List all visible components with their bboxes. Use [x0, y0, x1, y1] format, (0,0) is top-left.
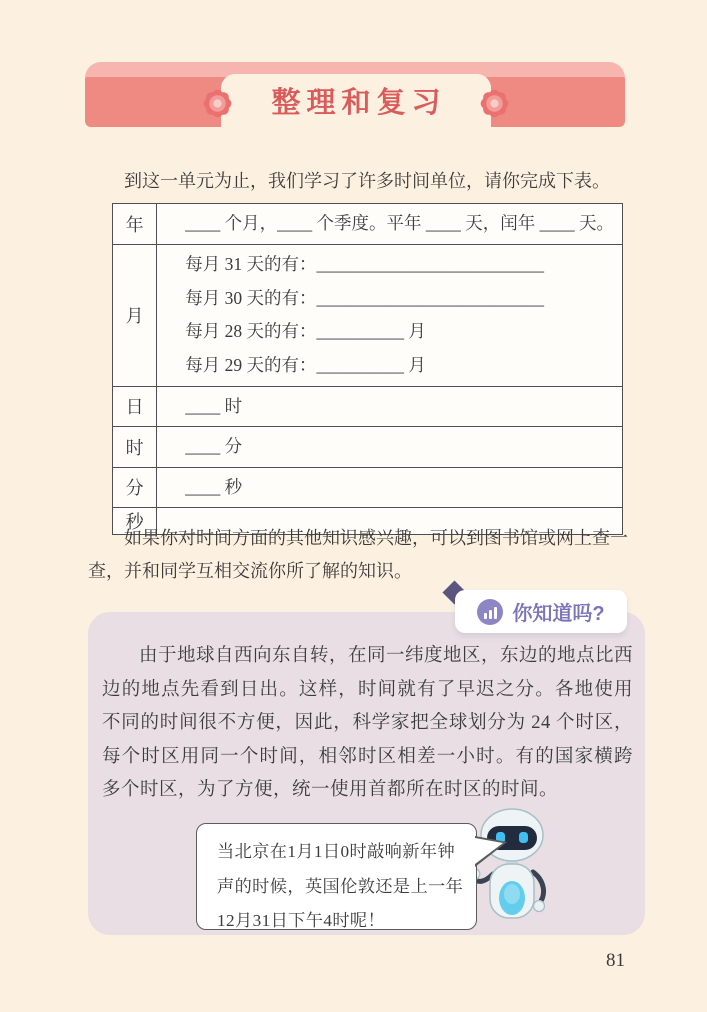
speech-bubble-text: 当北京在1月1日0时敲响新年钟声的时候，英国伦敦还是上一年12月31日下午4时呢！ [217, 842, 464, 930]
banner-title-plate [221, 74, 491, 127]
unit-label: 分 [113, 467, 157, 508]
unit-label: 日 [113, 386, 157, 427]
did-you-know-label: 你知道吗? [512, 603, 605, 625]
unit-label: 月 [113, 244, 157, 386]
unit-label: 年 [113, 204, 157, 245]
unit-content [157, 386, 623, 427]
table-row [113, 244, 623, 386]
flower-ornament-icon [476, 85, 513, 122]
fill-in-line: 每月 28 天的有：__________ 月 [185, 321, 426, 341]
chapter-banner [85, 62, 625, 127]
flower-ornament-icon [199, 85, 236, 122]
did-you-know-text: 由于地球自西向东自转，在同一纬度地区，东边的地点比西边的地点先看到日出。这样，时间就有了早迟之分。各地使用不同的时间很不方便，因此，科学家把全球划分为 24 个时区，每个时区用同一个时间，相邻时区相差一小时。有的国家横跨多个时区，为了方便，统一使用首都所在时区的时间。 [102, 646, 634, 800]
robot-speech-bubble [196, 823, 477, 930]
table-row [113, 467, 623, 508]
unit-content [157, 427, 623, 468]
page-number: 81 [606, 950, 625, 971]
unit-content [157, 467, 623, 508]
followup-paragraph: 如果你对时间方面的其他知识感兴趣，可以到图书馆或网上查一查，并和同学互相交流你所了解的知识。 [88, 528, 628, 581]
unit-label: 秒 [113, 508, 157, 535]
unit-content [157, 204, 623, 245]
fill-in-line: ____ 时 [185, 395, 243, 416]
did-you-know-badge [455, 590, 627, 633]
bar-chart-icon [477, 599, 503, 625]
fill-in-line: ____ 秒 [185, 476, 243, 497]
unit-label: 时 [113, 427, 157, 468]
time-units-table-body [113, 204, 623, 535]
table-row [113, 427, 623, 468]
fill-in-line: 每月 30 天的有：__________________________ [185, 287, 544, 308]
table-row [113, 204, 623, 245]
table-row [113, 386, 623, 427]
unit-content [157, 244, 623, 386]
fill-in-line: 每月 29 天的有：__________ 月 [185, 354, 426, 375]
fill-in-line: ____ 个月，____ 个季度。平年 ____ 天，闰年 ____ 天。 [185, 213, 614, 233]
intro-paragraph: 到这一单元为止，我们学习了许多时间单位，请你完成下表。 [124, 171, 610, 191]
chapter-title: 整理和复习 [271, 87, 447, 119]
time-units-table [112, 203, 623, 535]
fill-in-line: ____ 分 [185, 436, 243, 456]
fill-in-line: 每月 31 天的有：__________________________ [185, 254, 544, 274]
